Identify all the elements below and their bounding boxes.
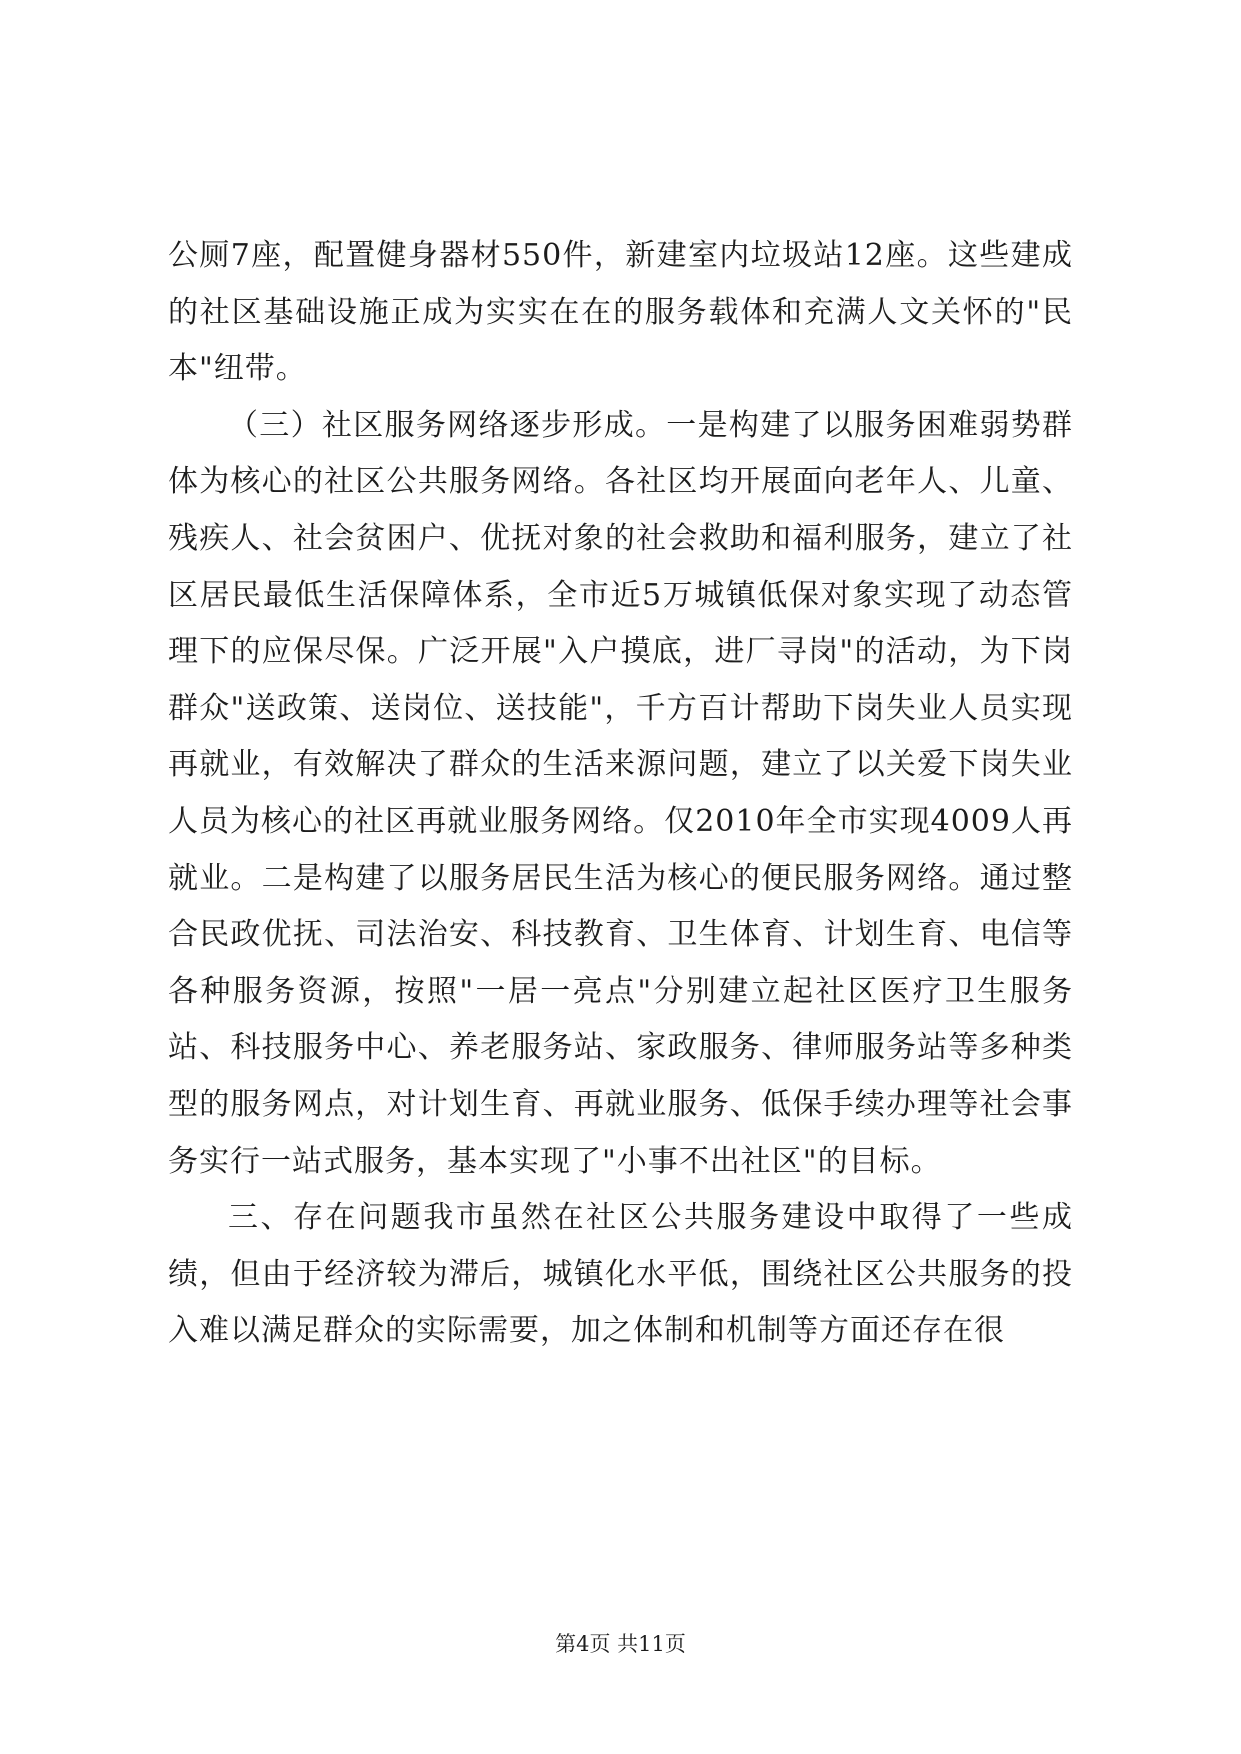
paragraph-facilities: 公厕7座，配置健身器材550件，新建室内垃圾站12座。这些建成的社区基础设施正成为实实在在的服务载体和充满人文关怀的"民本"纽带。	[168, 238, 1073, 387]
document-body	[168, 228, 1073, 1360]
page-number-footer: 第4页 共11页	[555, 1632, 686, 1656]
paragraph-service-network: （三）社区服务网络逐步形成。一是构建了以服务困难弱势群体为核心的社区公共服务网络。各社区均开展面向老年人、儿童、残疾人、社会贫困户、优抚对象的社会救助和福利服务，建立了社区居民最低生活保障体系，全市近5万城镇低保对象实现了动态管理下的应保尽保。广泛开展"入户摸底，进厂寻岗"的活动，为下岗群众"送政策、送岗位、送技能"，千方百计帮助下岗失业人员实现再就业，有效解决了群众的生活来源问题，建立了以关爱下岗失业人员为核心的社区再就业服务网络。仅2010年全市实现4009人再就业。二是构建了以服务居民生活为核心的便民服务网络。通过整合民政优抚、司法治安、科技教育、卫生体育、计划生育、电信等各种服务资源，按照"一居一亮点"分别建立起社区医疗卫生服务站、科技服务中心、养老服务站、家政服务、律师服务站等多种类型的服务网点，对计划生育、再就业服务、低保手续办理等社会事务实行一站式服务，基本实现了"小事不出社区"的目标。	[168, 407, 1073, 1179]
paragraph-existing-problems: 三、存在问题我市虽然在社区公共服务建设中取得了一些成绩，但由于经济较为滞后，城镇化水平低，围绕社区公共服务的投入难以满足群众的实际需要，加之体制和机制等方面还存在很	[168, 1200, 1073, 1349]
